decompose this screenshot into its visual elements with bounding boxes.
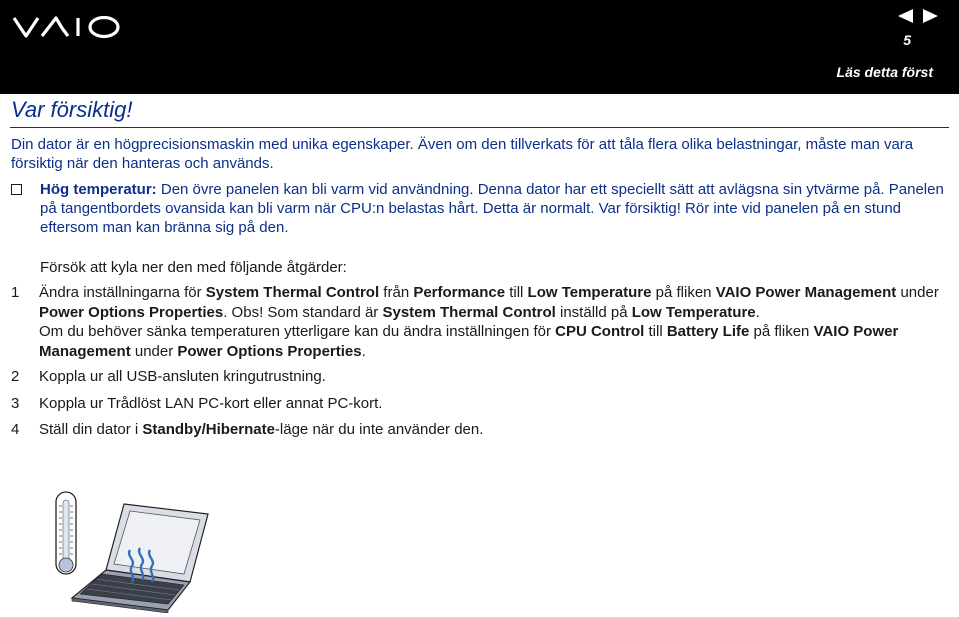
intro-paragraph: Din dator är en högprecisionsmaskin med unika egenskaper. Även om den tillverkats för att tåla flera olika belastningar, måste man vara försiktig när den hanteras och används.	[11, 136, 914, 172]
page-title: Var försiktig!	[11, 97, 133, 122]
step-1-text: Ändra inställningarna för System Thermal Control från Performance till Low Temperature på fliken VAIO Power Management under Power Options Properties. Obs! Som standard är System Thermal Control inställd på Low Temperature.	[39, 284, 939, 321]
cooling-lead: Försök att kyla ner den med följande åtgärder:	[40, 259, 347, 276]
checkbox-bullet-icon	[11, 184, 22, 195]
step-number: 1	[11, 284, 20, 301]
bullet-label: Hög temperatur:	[40, 181, 157, 198]
cooling-steps	[11, 283, 951, 440]
step-4-text: Ställ din dator i Standby/Hibernate-läge när du inte använder den.	[39, 421, 484, 438]
page-number: 5	[903, 32, 911, 48]
overheating-laptop-illustration	[50, 488, 220, 613]
back-arrow-icon[interactable]	[895, 8, 915, 24]
step-1-extra-text: Om du behöver sänka temperaturen ytterligare kan du ändra inställningen för CPU Control till Battery Life på fliken VAIO Power Management under Power Options Properties.	[39, 323, 899, 360]
step-2-text: Koppla ur all USB-ansluten kringutrustning.	[39, 368, 326, 385]
step-number: 4	[11, 421, 20, 438]
page-header	[0, 0, 959, 94]
step-3-text: Koppla ur Trådlöst LAN PC-kort eller annat PC-kort.	[39, 394, 383, 412]
step-4	[11, 420, 951, 440]
bullet-body: Den övre panelen kan bli varm vid användning. Denna dator har ett speciellt sätt att avlägsna sin ytvärme på. Panelen på tangentbordets ovansida kan bli varm när CPU:n belastas hårt. Detta är normalt. Var försiktig! Rör inte vid panelen på en stund eftersom man kan bränna sig på den.	[40, 181, 944, 236]
step-3	[11, 394, 951, 414]
step-number: 3	[11, 394, 20, 412]
step-2	[11, 367, 951, 387]
title-divider	[10, 127, 949, 128]
thermometer-icon	[56, 492, 76, 574]
warning-bullet	[11, 180, 951, 237]
step-1	[11, 283, 951, 361]
forward-arrow-icon[interactable]	[921, 8, 941, 24]
step-number: 2	[11, 368, 20, 385]
vaio-logo	[12, 12, 122, 42]
bullet-text	[40, 180, 951, 237]
laptop-icon	[72, 504, 208, 613]
section-label[interactable]: Läs detta först	[836, 64, 933, 80]
page-navigation	[895, 8, 941, 24]
